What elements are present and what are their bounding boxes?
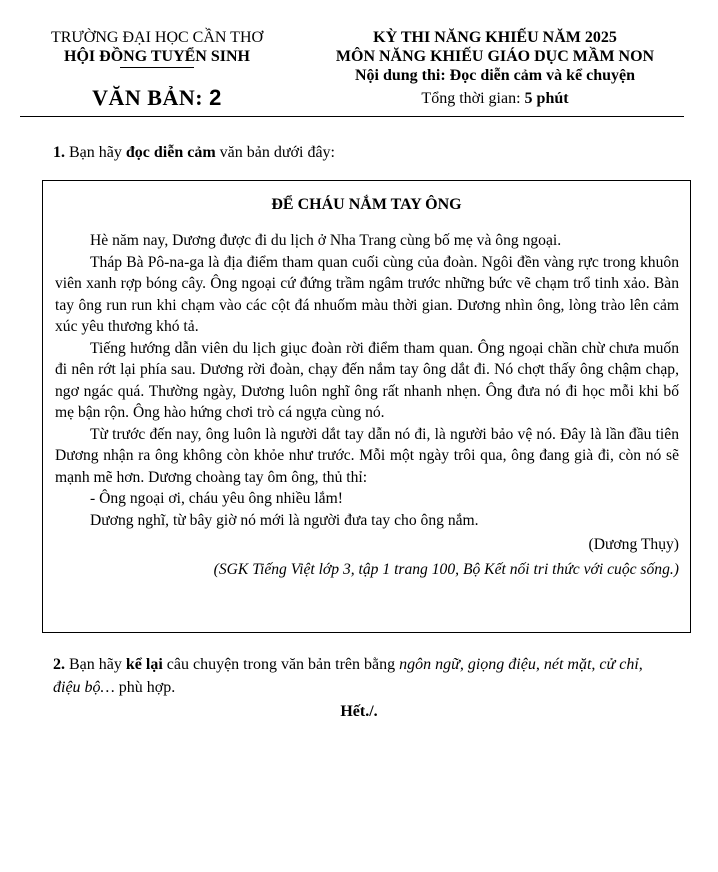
story-paragraph: - Ông ngoại ơi, cháu yêu ông nhiều lắm! xyxy=(90,490,343,507)
header-divider xyxy=(20,116,684,117)
document-number xyxy=(22,85,292,110)
exam-subject: MÔN NĂNG KHIẾU GIÁO DỤC MẦM NON xyxy=(335,48,655,65)
question-2-text-middle: câu chuyện trong văn bản trên bằng xyxy=(166,656,396,673)
exam-time xyxy=(300,89,690,108)
end-mark: Hết./. xyxy=(340,703,378,720)
time-label: Tổng thời gian: xyxy=(421,90,521,107)
question-2-text-before: Bạn hãy xyxy=(69,656,122,673)
story-paragraph: Từ trước đến nay, ông luôn là người dắt tay dẫn nó đi, là người bảo vệ nó. Đây là lần đầu tiên Dương nhận ra ông không còn khỏe như trước. Mỗi một ngày trôi qua, ông đang già đi, còn nó sẽ mạnh mẽ hơn. Dương choàng tay ôm ông, thủ thỉ: xyxy=(55,425,679,486)
story-box xyxy=(42,180,691,633)
story-source: (SGK Tiếng Việt lớp 3, tập 1 trang 100, Bộ Kết nối tri thức với cuộc sống.) xyxy=(213,560,679,578)
question-1-emphasis: đọc diễn cảm xyxy=(125,144,216,161)
question-1-number: 1. xyxy=(53,144,65,161)
exam-title: KỲ THI NĂNG KHIẾU NĂM 2025 xyxy=(373,29,617,46)
document-label: VĂN BẢN: xyxy=(92,85,204,110)
question-1-text-before: Bạn hãy xyxy=(69,144,122,161)
story-paragraph: Dương nghĩ, từ bây giờ nó mới là người đưa tay cho ông nắm. xyxy=(90,511,479,529)
story-paragraph: Hè năm nay, Dương được đi du lịch ở Nha Trang cùng bố mẹ và ông ngoại. xyxy=(90,232,562,249)
exam-content: Nội dung thi: Đọc diễn cảm và kể chuyện xyxy=(354,67,636,84)
question-2 xyxy=(53,654,673,699)
question-1-text-after: văn bản dưới đây: xyxy=(219,144,335,161)
time-value: 5 phút xyxy=(524,90,569,107)
question-2-number: 2. xyxy=(53,656,65,673)
header-left xyxy=(22,28,292,110)
question-1 xyxy=(53,143,335,163)
story-author: (Dương Thụy) xyxy=(588,536,679,553)
university-name: TRƯỜNG ĐẠI HỌC CẦN THƠ xyxy=(50,29,264,46)
story-paragraph: Tháp Bà Pô-na-ga là địa điểm tham quan cuối cùng của đoàn. Ngôi đền vàng rực trong khuôn viên xanh rợp bóng cây. Ông ngoại cứ đứng trầm ngâm trước những bức vẽ chạm trổ tinh xảo. Bàn tay ông run run khi chạm vào các cột đá nhuốm màu thời gian. Dương nhìn ông, lòng trào lên cảm xúc yêu thương khó tả. xyxy=(55,253,679,335)
question-2-italic: ngôn ngữ, giọng điệu, nét mặt, cử chỉ, điệu bộ… xyxy=(53,656,643,696)
council-underline xyxy=(120,67,194,68)
story-paragraph: Tiếng hướng dẫn viên du lịch giục đoàn rời điểm tham quan. Ông ngoại chần chừ chưa muốn đi nên rớt lại phía sau. Dương rời đoàn, chạy đến nắm tay ông dắt đi. Nó chợt thấy ông chậm chạp, ngơ ngác quá. Thường ngày, Dương luôn nghĩ ông rất nhanh nhẹn. Ông đưa nó đi học mỗi khi bố mẹ bận rộn. Ông hào hứng chơi trò cá ngựa cùng nó. xyxy=(55,339,679,421)
council-name: HỘI ĐỒNG TUYỂN SINH xyxy=(64,48,250,65)
header-right xyxy=(300,28,690,108)
question-2-emphasis: kể lại xyxy=(125,656,163,673)
story-title: ĐỂ CHÁU NẮM TAY ÔNG xyxy=(271,196,462,213)
document-number-value: 2 xyxy=(209,85,222,110)
question-2-text-after: phù hợp. xyxy=(118,678,176,696)
story-body xyxy=(55,230,679,580)
